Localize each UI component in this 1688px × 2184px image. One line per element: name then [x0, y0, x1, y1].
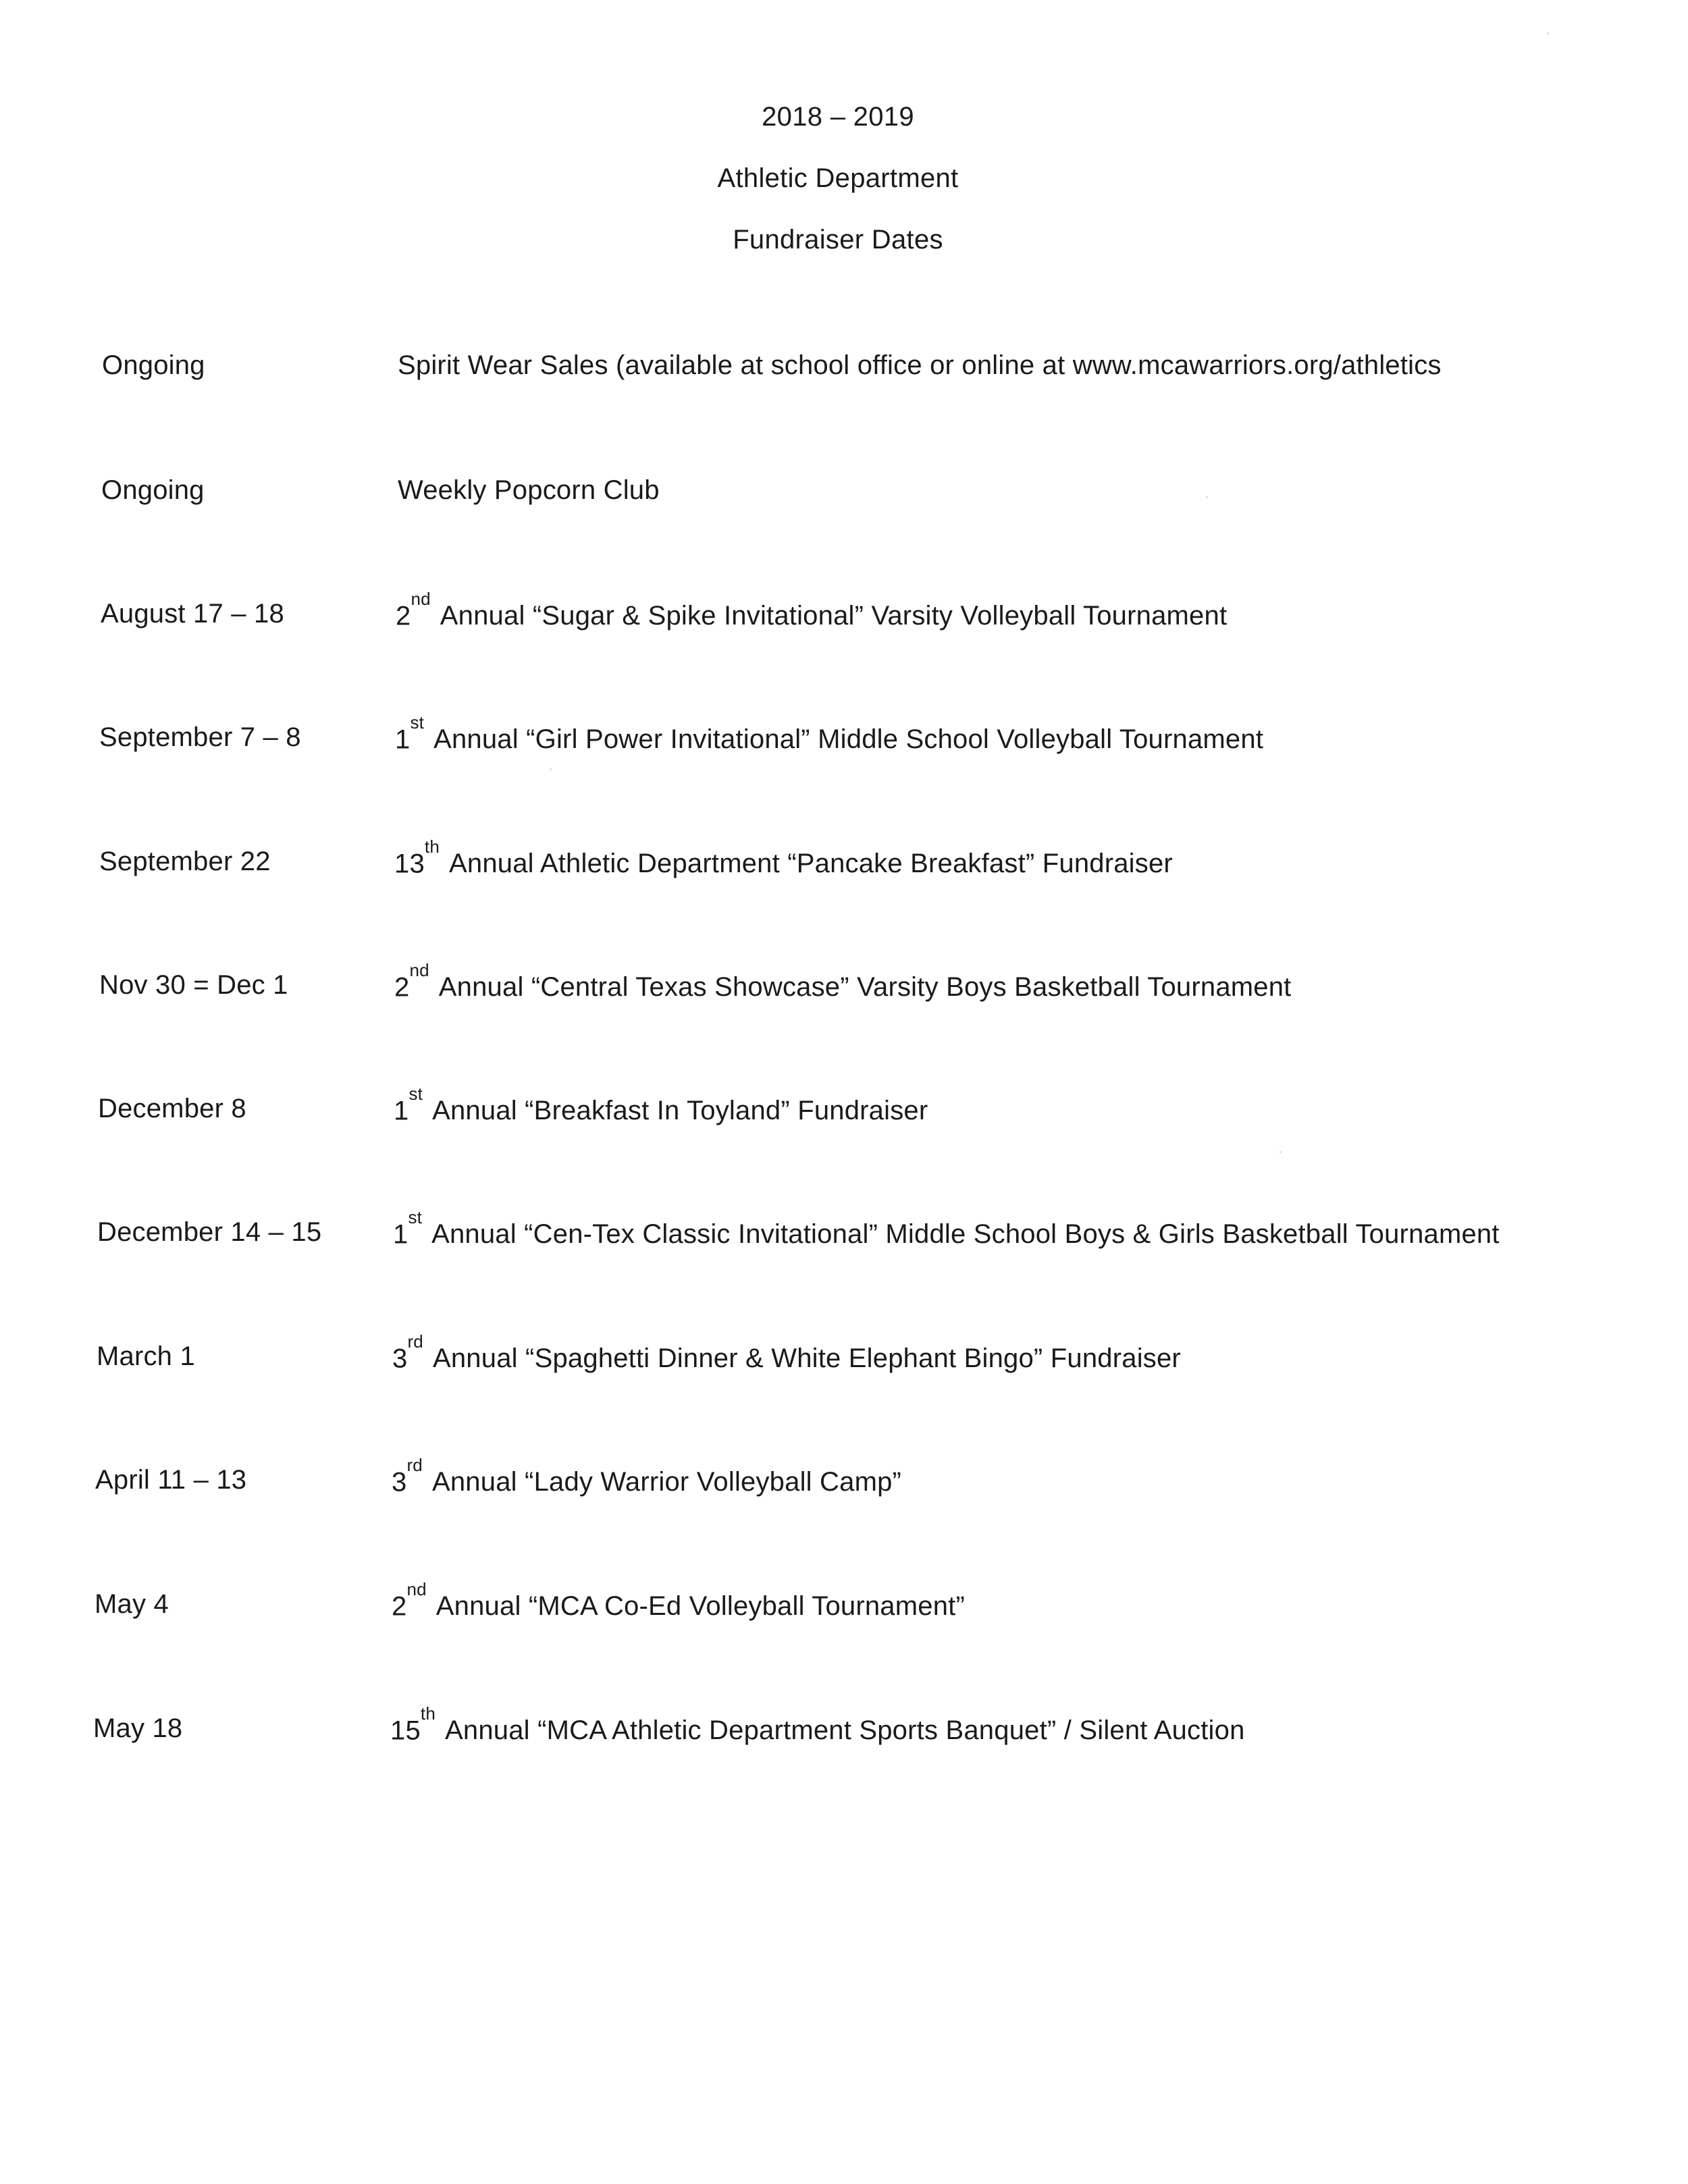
event-row — [0, 1084, 1688, 1134]
event-number: 2 — [392, 1591, 407, 1622]
department-heading: Athletic Department — [717, 163, 959, 193]
event-row — [0, 1331, 1688, 1382]
event-row — [0, 1207, 1688, 1258]
event-date: December 14 – 15 — [97, 1217, 322, 1247]
event-description — [394, 836, 1173, 879]
ordinal-suffix: st — [408, 1084, 423, 1104]
event-number: 13 — [394, 849, 425, 879]
event-date: May 18 — [93, 1713, 183, 1743]
school-year-heading: 2018 – 2019 — [762, 102, 914, 132]
event-text: Annual “Central Texas Showcase” Varsity Boys Basketball Tournament — [438, 972, 1292, 1003]
event-date: Nov 30 = Dec 1 — [99, 970, 288, 1000]
event-text: Annual “Sugar & Spike Invitational” Varsity Volleyball Tournament — [440, 601, 1228, 631]
event-description — [390, 1703, 1245, 1746]
event-number: 2 — [394, 972, 410, 1003]
event-text: Annual “MCA Co-Ed Volleyball Tournament” — [436, 1591, 965, 1622]
event-description — [398, 350, 1442, 381]
ordinal-suffix: nd — [406, 1579, 427, 1599]
event-description — [393, 1207, 1500, 1250]
event-description — [395, 712, 1264, 755]
event-number: 3 — [392, 1467, 407, 1497]
scan-speck — [1280, 1151, 1282, 1153]
ordinal-suffix: nd — [411, 589, 431, 609]
ordinal-suffix: th — [424, 836, 440, 857]
event-row — [0, 350, 1688, 391]
event-date: September 7 – 8 — [99, 722, 301, 752]
event-description — [392, 1579, 965, 1622]
event-description — [392, 1455, 902, 1497]
event-description — [398, 475, 660, 506]
ordinal-suffix: st — [410, 712, 425, 733]
event-date: April 11 – 13 — [95, 1465, 247, 1495]
event-description — [394, 1084, 928, 1126]
event-number: 1 — [393, 1219, 408, 1250]
event-row — [0, 1703, 1688, 1754]
event-date: Ongoing — [102, 350, 205, 380]
scan-speck — [550, 768, 552, 770]
event-description — [392, 1331, 1181, 1374]
event-text: Spirit Wear Sales (available at school office or online at www.mcawarriors.org/athletics — [398, 350, 1442, 380]
ordinal-suffix: th — [420, 1703, 436, 1724]
event-text: Annual Athletic Department “Pancake Breakfast” Fundraiser — [449, 849, 1173, 879]
document-subtitle: Fundraiser Dates — [733, 225, 943, 255]
event-text: Annual “Cen-Tex Classic Invitational” Middle School Boys & Girls Basketball Tournament — [431, 1219, 1500, 1250]
event-text: Weekly Popcorn Club — [398, 475, 660, 505]
event-row — [0, 589, 1688, 639]
event-description — [396, 589, 1228, 631]
ordinal-suffix: st — [408, 1207, 423, 1227]
event-number: 15 — [390, 1715, 421, 1746]
event-row — [0, 712, 1688, 763]
ordinal-suffix: nd — [409, 960, 429, 980]
event-row — [0, 475, 1688, 516]
event-date: March 1 — [97, 1341, 195, 1371]
event-text: Annual “Breakfast In Toyland” Fundraiser — [432, 1096, 928, 1126]
event-number: 1 — [394, 1096, 409, 1126]
ordinal-suffix: rd — [406, 1455, 423, 1475]
event-date: December 8 — [98, 1094, 246, 1123]
event-row — [0, 836, 1688, 887]
event-number: 2 — [396, 601, 411, 631]
event-row — [0, 1455, 1688, 1506]
scan-speck — [1547, 32, 1549, 34]
event-number: 1 — [395, 724, 411, 755]
event-date: September 22 — [99, 847, 271, 876]
event-text: Annual “Spaghetti Dinner & White Elephant Bingo” Fundraiser — [432, 1343, 1181, 1374]
event-date: Ongoing — [101, 475, 205, 505]
event-number: 3 — [392, 1343, 408, 1374]
event-text: Annual “Girl Power Invitational” Middle School Volleyball Tournament — [433, 724, 1264, 755]
ordinal-suffix: rd — [407, 1331, 423, 1352]
event-text: Annual “MCA Athletic Department Sports Banquet” / Silent Auction — [445, 1715, 1245, 1746]
event-row — [0, 960, 1688, 1011]
event-text: Annual “Lady Warrior Volleyball Camp” — [431, 1467, 902, 1497]
event-date: May 4 — [95, 1589, 169, 1619]
event-description — [394, 960, 1292, 1003]
scan-speck — [1206, 496, 1208, 498]
event-date: August 17 – 18 — [101, 599, 284, 629]
event-row — [0, 1579, 1688, 1630]
